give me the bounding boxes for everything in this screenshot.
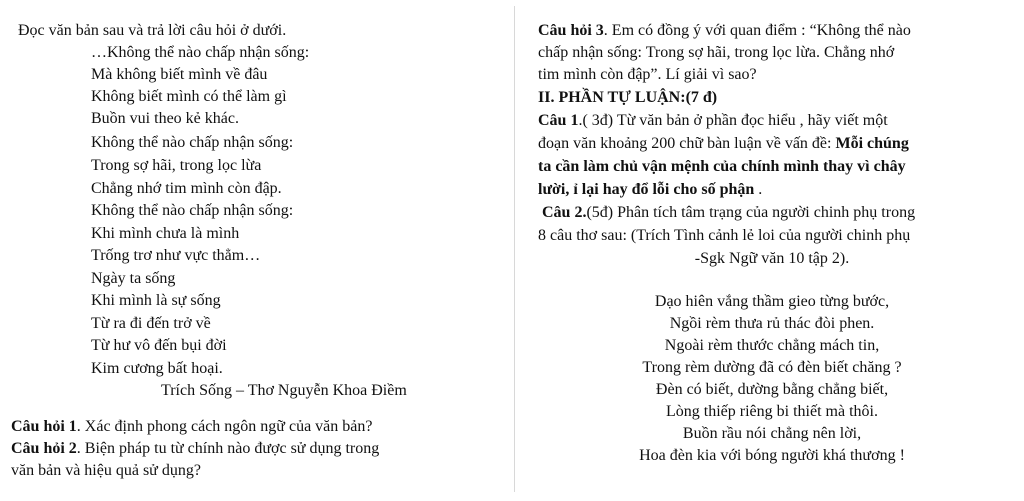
column-divider <box>514 6 515 492</box>
verse-line: Đèn có biết, dường bằng chẳng biết, <box>655 381 889 398</box>
poem-line: Chẳng nhớ tim mình còn đập. <box>91 180 282 197</box>
verse-line: Ngồi rèm thưa rủ thác đòi phen. <box>669 315 875 332</box>
question-3-line-2: chấp nhận sống: Trong sợ hãi, trong lọc lừa. Chẳng nhớ <box>538 44 895 61</box>
essay-question-2-line-2: 8 câu thơ sau: (Trích Tình cảnh lẻ loi của người chinh phụ <box>538 227 911 244</box>
question-3-text: . Em có đồng ý với quan điểm : “Không thể nào <box>603 22 911 39</box>
essay-question-2-line-3: -Sgk Ngữ văn 10 tập 2). <box>694 250 850 267</box>
essay-question-2 <box>542 204 915 222</box>
question-3 <box>538 22 911 40</box>
poem-line: Từ ra đi đến trở về <box>91 315 211 332</box>
question-1-text: . Xác định phong cách ngôn ngữ của văn bản? <box>76 418 373 435</box>
poem-line: Không thể nào chấp nhận sống: <box>91 202 294 219</box>
essay-question-1-line-2 <box>538 135 909 153</box>
essay-question-2-text: (5đ) Phân tích tâm trạng của người chinh phụ trong <box>586 204 916 221</box>
poem-line: Không biết mình có thể làm gì <box>91 88 287 105</box>
poem-line: Buồn vui theo kẻ khác. <box>91 110 239 127</box>
poem-line: Mà không biết mình về đâu <box>91 66 268 83</box>
poem-line: Từ hư vô đến bụi đời <box>91 337 227 354</box>
verse-line: Trong rèm dường đã có đèn biết chăng ? <box>642 359 902 376</box>
essay-topic-end: . <box>754 181 763 198</box>
poem-line: Khi mình là sự sống <box>91 292 221 309</box>
essay-topic-part-1: Mỗi chúng <box>835 135 909 152</box>
poem-line: Trống trơ như vực thẳm… <box>91 247 261 264</box>
essay-question-2-label: Câu 2. <box>542 204 587 221</box>
essay-question-1 <box>538 112 888 130</box>
question-2-continued: văn bản và hiệu quả sử dụng? <box>11 462 201 479</box>
question-2-text: . Biện pháp tu từ chính nào được sử dụng trong <box>76 440 380 457</box>
essay-question-1-label: Câu 1 <box>538 112 579 129</box>
verse-line: Dạo hiên vắng thầm gieo từng bước, <box>654 293 890 310</box>
reading-instruction: Đọc văn bản sau và trả lời câu hỏi ở dưới. <box>18 22 287 39</box>
essay-question-1-text: .( 3đ) Từ văn bản ở phần đọc hiểu , hãy viết một <box>578 112 888 129</box>
poem-line: Khi mình chưa là mình <box>91 225 240 242</box>
question-1 <box>11 418 372 436</box>
verse-line: Ngoài rèm thước chẳng mách tin, <box>664 337 880 354</box>
essay-topic-part-3: lười, ỉ lại hay đổ lỗi cho số phận <box>538 181 755 198</box>
verse-line: Lòng thiếp riêng bi thiết mà thôi. <box>666 403 878 420</box>
essay-question-1-line-2-text: đoạn văn khoảng 200 chữ bàn luận về vấn đề: <box>538 135 836 152</box>
question-1-label: Câu hỏi 1 <box>11 418 77 435</box>
poem-line: Trong sợ hãi, trong lọc lừa <box>91 157 262 174</box>
question-2-label: Câu hỏi 2 <box>11 440 77 457</box>
question-3-line-3: tim mình còn đập”. Lí giải vì sao? <box>538 66 757 83</box>
poem-line: Không thể nào chấp nhận sống: <box>91 134 294 151</box>
essay-topic-line-3 <box>538 181 762 199</box>
verse-line: Hoa đèn kia với bóng người khá thương ! <box>639 447 905 464</box>
poem-line: Ngày ta sống <box>91 270 176 287</box>
essay-topic-part-2: ta cần làm chủ vận mệnh của chính mình thay vì chây <box>538 158 906 175</box>
question-3-label: Câu hỏi 3 <box>538 22 604 39</box>
section-title: II. PHẦN TỰ LUẬN:(7 đ) <box>538 89 718 106</box>
verse-line: Buồn rầu nói chẳng nên lời, <box>682 425 862 442</box>
poem-citation: Trích Sống – Thơ Nguyễn Khoa Điềm <box>161 382 407 399</box>
question-2 <box>11 440 379 458</box>
poem-line: Kim cương bất hoại. <box>91 360 223 377</box>
poem-line: …Không thể nào chấp nhận sống: <box>91 44 310 61</box>
